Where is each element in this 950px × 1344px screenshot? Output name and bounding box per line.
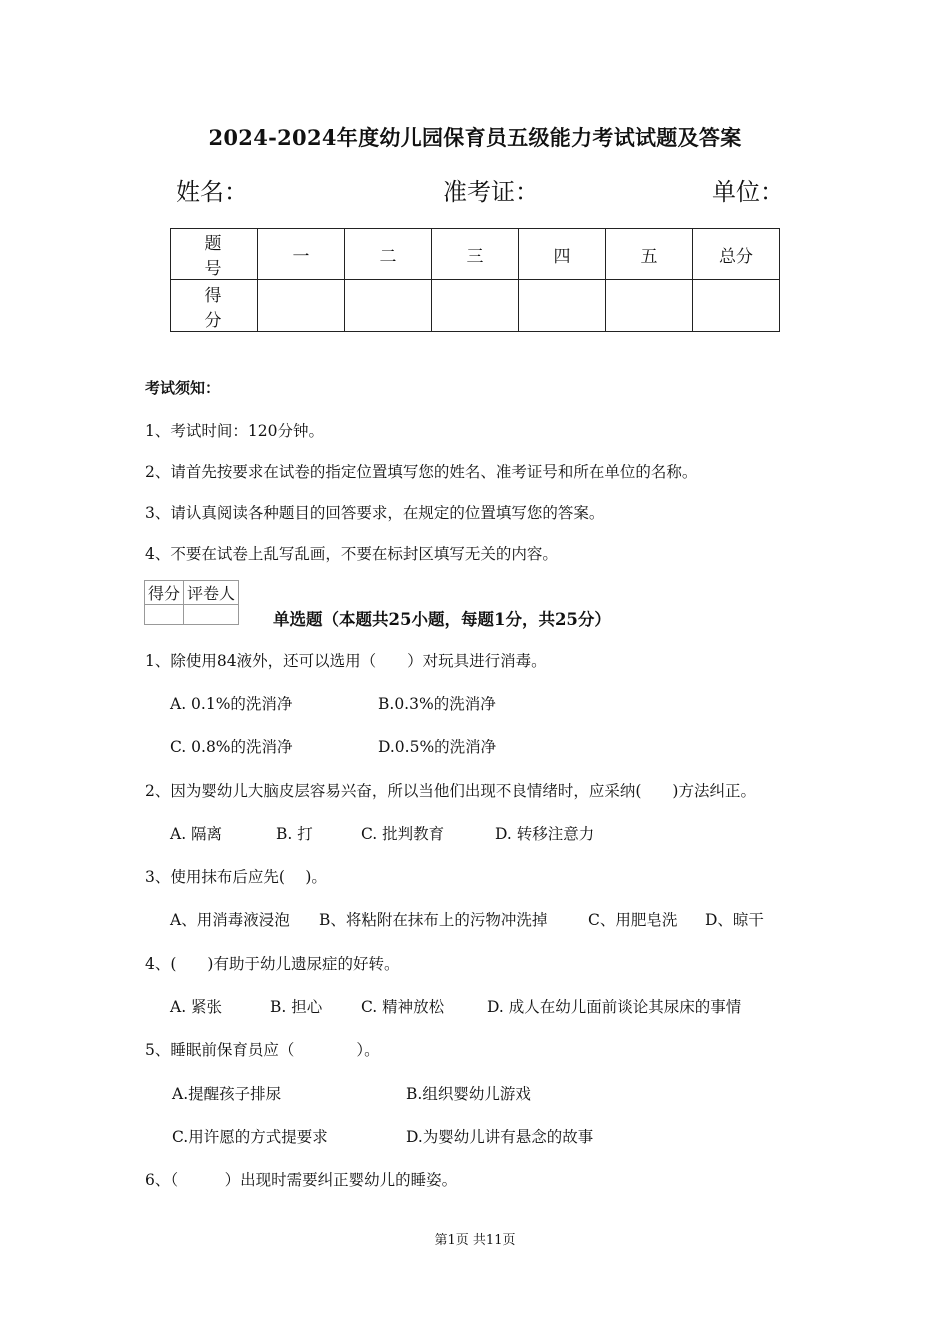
question-text: 2、因为婴幼儿大脑皮层容易兴奋，所以当他们出现不良情绪时，应采纳( )方法纠正。 (145, 782, 756, 800)
question-text: 4、( )有助于幼儿遗尿症的好转。 (145, 955, 400, 973)
question-option: C. 批判教育 (361, 825, 445, 843)
notice-heading: 考试须知： (145, 379, 221, 397)
question-option: B. 打 (276, 825, 313, 843)
grader-score-cell[interactable] (145, 605, 184, 625)
score-table-col-4: 四 (519, 229, 606, 280)
question-text: 3、使用抹布后应先( )。 (145, 868, 327, 886)
question-text: 5、睡眠前保育员应（ ）。 (145, 1041, 380, 1059)
question-option: B.组织婴幼儿游戏 (406, 1085, 531, 1103)
score-table-score-label: 得 分 (171, 280, 258, 332)
question-option: C. 0.8%的洗消净 (170, 738, 293, 756)
score-table-header-label: 题 号 (171, 229, 258, 280)
question-option: A、用消毒液浸泡 (170, 911, 290, 929)
grader-box (144, 580, 239, 625)
score-table-col-total: 总分 (693, 229, 780, 280)
question-option: A. 紧张 (170, 998, 223, 1016)
question-option: D. 转移注意力 (495, 825, 595, 843)
score-cell-5[interactable] (606, 280, 693, 332)
page-footer: 第1页 共11页 (434, 1233, 516, 1248)
question-option: B、将粘附在抹布上的污物冲洗掉 (319, 911, 548, 929)
question-text: 6、（ ）出现时需要纠正婴幼儿的睡姿。 (145, 1171, 458, 1189)
score-cell-3[interactable] (432, 280, 519, 332)
notice-item: 1、考试时间：120分钟。 (145, 422, 324, 440)
question-option: D.0.5%的洗消净 (378, 738, 497, 756)
page-title: 2024-2024年度幼儿园保育员五级能力考试试题及答案 (208, 125, 742, 150)
score-table-col-3: 三 (432, 229, 519, 280)
name-field-label: 姓名： (176, 178, 248, 206)
score-table (170, 228, 780, 332)
score-cell-4[interactable] (519, 280, 606, 332)
notice-item: 2、请首先按要求在试卷的指定位置填写您的姓名、准考证号和所在单位的名称。 (145, 463, 698, 481)
question-option: D. 成人在幼儿面前谈论其尿床的事情 (487, 998, 742, 1016)
question-option: C.用许愿的方式提要求 (172, 1128, 328, 1146)
question-option: B.0.3%的洗消净 (378, 695, 496, 713)
score-table-col-5: 五 (606, 229, 693, 280)
score-table-col-1: 一 (258, 229, 345, 280)
score-table-col-2: 二 (345, 229, 432, 280)
grader-score-label: 得分 (145, 581, 184, 605)
question-option: A. 0.1%的洗消净 (170, 695, 293, 713)
question-option: C、用肥皂洗 (588, 911, 678, 929)
unit-field-label: 单位： (712, 178, 784, 206)
question-option: D.为婴幼儿讲有悬念的故事 (406, 1128, 594, 1146)
score-cell-2[interactable] (345, 280, 432, 332)
question-option: A.提醒孩子排尿 (172, 1085, 282, 1103)
question-option: A. 隔离 (170, 825, 223, 843)
exam-id-field-label: 准考证： (443, 178, 539, 206)
score-cell-total[interactable] (693, 280, 780, 332)
question-text: 1、除使用84液外，还可以选用（ ）对玩具进行消毒。 (145, 652, 547, 670)
section-title: 单选题（本题共25小题，每题1分，共25分） (273, 610, 611, 629)
score-table-score-row (171, 280, 780, 332)
notice-item: 4、不要在试卷上乱写乱画，不要在标封区填写无关的内容。 (145, 545, 558, 563)
grader-name-cell[interactable] (184, 605, 239, 625)
score-table-header-row (171, 229, 780, 280)
grader-name-label: 评卷人 (184, 581, 239, 605)
notice-item: 3、请认真阅读各种题目的回答要求，在规定的位置填写您的答案。 (145, 504, 605, 522)
question-option: C. 精神放松 (361, 998, 445, 1016)
question-option: B. 担心 (270, 998, 323, 1016)
question-option: D、晾干 (705, 911, 764, 929)
score-cell-1[interactable] (258, 280, 345, 332)
